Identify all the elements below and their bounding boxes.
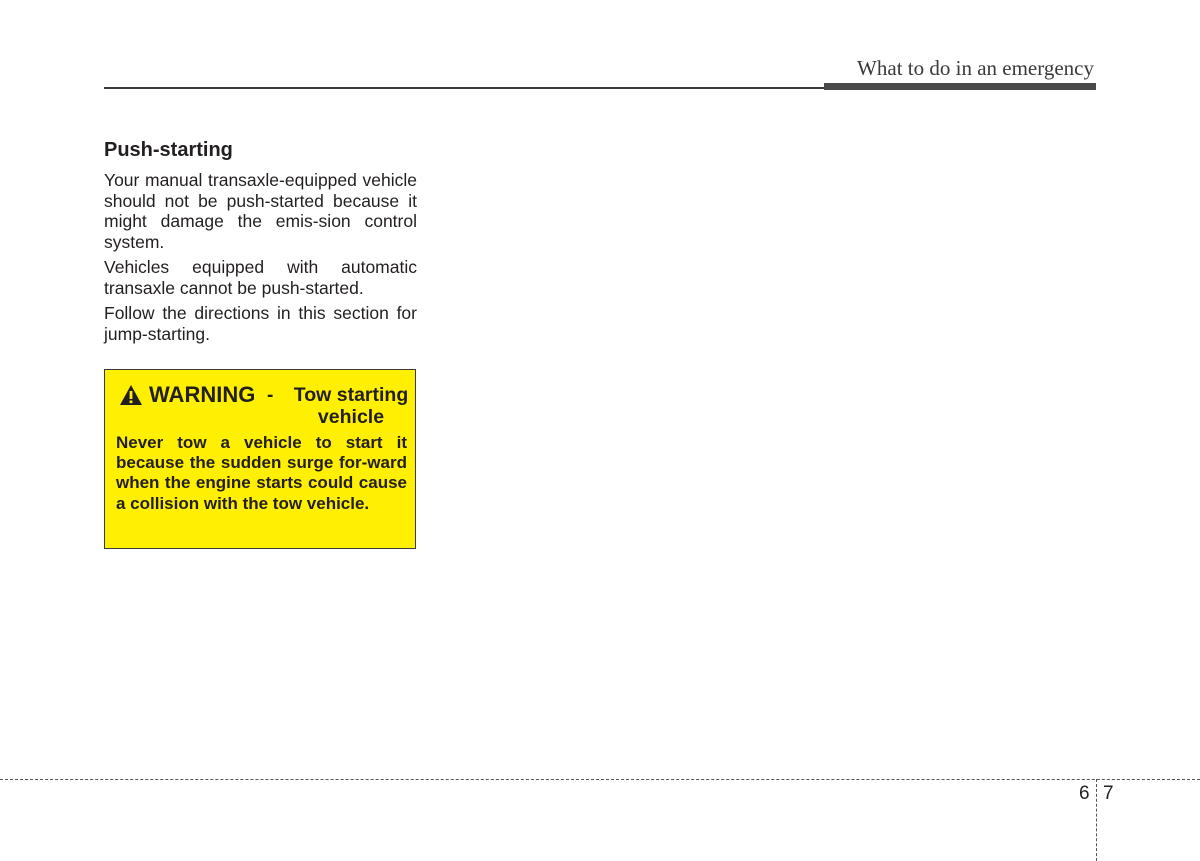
section-heading: Push-starting xyxy=(104,139,233,161)
header-rule xyxy=(104,87,824,89)
warning-dash: - xyxy=(267,385,274,406)
warning-triangle-icon xyxy=(119,384,143,406)
warning-box xyxy=(104,369,416,549)
content-column xyxy=(104,138,417,349)
body-paragraph: Follow the directions in this section for jump-starting. xyxy=(104,303,417,344)
running-header-title: What to do in an emergency xyxy=(857,56,1094,80)
footer-divider xyxy=(0,779,1200,780)
body-paragraph: Your manual transaxle-equipped vehicle should not be push-started because it might damage the emis-sion control system. xyxy=(104,170,417,252)
header-rule-accent xyxy=(824,83,1096,90)
body-paragraph: Vehicles equipped with automatic transaxle cannot be push-started. xyxy=(104,257,417,298)
chapter-number: 6 xyxy=(1079,783,1090,804)
footer-page-divider xyxy=(1096,779,1097,861)
warning-subtitle: Tow starting vehicle xyxy=(293,384,409,428)
warning-header xyxy=(119,382,409,432)
warning-body: Never tow a vehicle to start it because the sudden surge for-ward when the engine starts could cause a collision with the tow vehicle. xyxy=(116,433,407,513)
page-number: 7 xyxy=(1103,783,1114,804)
warning-label: WARNING xyxy=(149,382,256,407)
